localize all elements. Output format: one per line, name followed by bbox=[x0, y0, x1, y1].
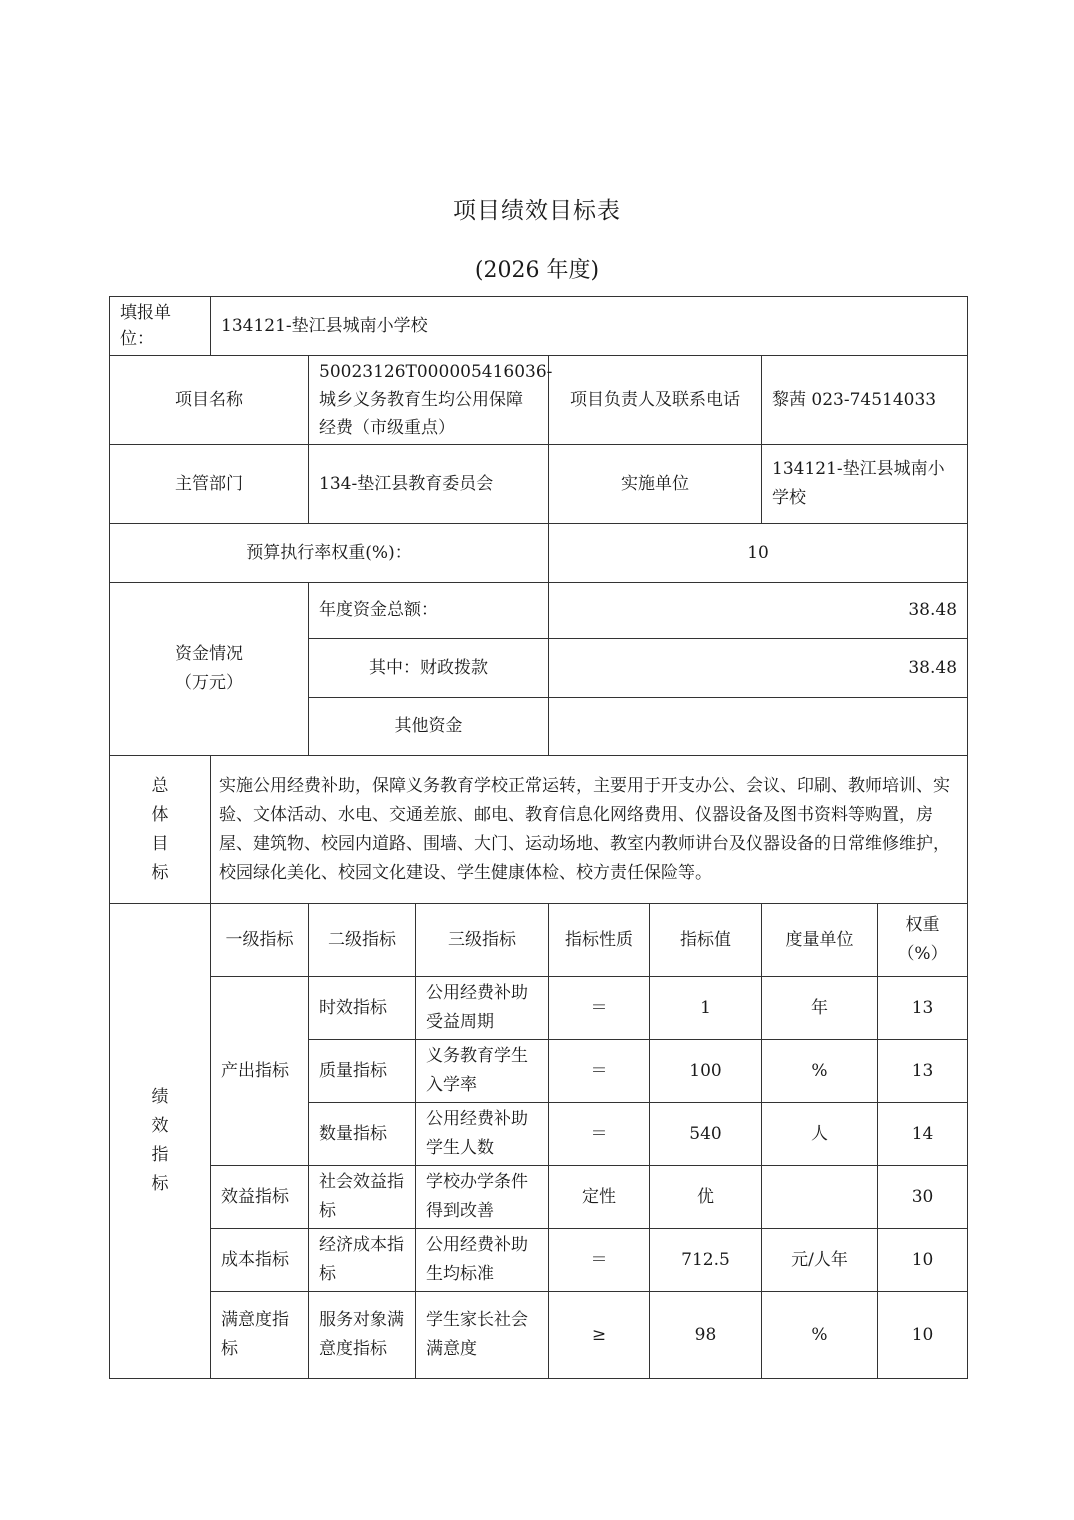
table-row bbox=[110, 1229, 968, 1292]
table-row bbox=[110, 1292, 968, 1379]
department-label: 主管部门 bbox=[110, 445, 309, 524]
column-header: 二级指标 bbox=[309, 904, 416, 977]
level2-cell: 社会效益指标 bbox=[309, 1166, 416, 1229]
column-header: 指标性质 bbox=[549, 904, 650, 977]
level3-cell: 学校办学条件得到改善 bbox=[416, 1166, 549, 1229]
funds-other-label: 其他资金 bbox=[309, 698, 549, 756]
funds-label-line2: （万元） bbox=[175, 673, 243, 693]
budget-weight-value: 10 bbox=[549, 524, 968, 583]
level3-cell: 学生家长社会满意度 bbox=[416, 1292, 549, 1379]
weight-cell: 10 bbox=[878, 1229, 968, 1292]
overall-goal-char: 体 bbox=[151, 804, 169, 825]
nature-cell: 定性 bbox=[549, 1166, 650, 1229]
department-row bbox=[110, 445, 968, 524]
level1-cell: 产出指标 bbox=[211, 977, 309, 1166]
level1-cell: 成本指标 bbox=[211, 1229, 309, 1292]
level2-cell: 数量指标 bbox=[309, 1103, 416, 1166]
overall-goal-char: 标 bbox=[151, 862, 169, 883]
level1-cell: 效益指标 bbox=[211, 1166, 309, 1229]
indicators-header-row bbox=[110, 904, 968, 977]
reporting-unit-label: 填报单位： bbox=[110, 297, 211, 356]
level3-cell: 公用经费补助学生人数 bbox=[416, 1103, 549, 1166]
column-header: 度量单位 bbox=[762, 904, 878, 977]
unit-cell: % bbox=[762, 1040, 878, 1103]
funds-total-value: 38.48 bbox=[549, 583, 968, 639]
indicators-char: 指 bbox=[151, 1145, 169, 1165]
nature-cell: ＝ bbox=[549, 1229, 650, 1292]
nature-cell: ＝ bbox=[549, 977, 650, 1040]
indicators-label bbox=[110, 904, 211, 1379]
unit-cell: % bbox=[762, 1292, 878, 1379]
level2-cell: 质量指标 bbox=[309, 1040, 416, 1103]
weight-cell: 13 bbox=[878, 977, 968, 1040]
funds-label-line1: 资金情况 bbox=[175, 644, 243, 664]
column-header: 三级指标 bbox=[416, 904, 549, 977]
value-cell: 1 bbox=[650, 977, 762, 1040]
project-name-row bbox=[110, 356, 968, 445]
weight-cell: 13 bbox=[878, 1040, 968, 1103]
weight-cell: 14 bbox=[878, 1103, 968, 1166]
funds-fiscal-value: 38.48 bbox=[549, 639, 968, 698]
nature-cell: ≥ bbox=[549, 1292, 650, 1379]
indicators-char: 标 bbox=[151, 1174, 169, 1194]
budget-weight-label: 预算执行率权重(%)： bbox=[110, 524, 549, 583]
budget-weight-row bbox=[110, 524, 968, 583]
indicators-char: 绩 bbox=[151, 1087, 169, 1107]
funds-fiscal-label: 其中：财政拨款 bbox=[309, 639, 549, 698]
overall-goal-label bbox=[110, 756, 211, 904]
column-header: 权重（%） bbox=[878, 904, 968, 977]
performance-table bbox=[109, 296, 968, 1379]
nature-cell: ＝ bbox=[549, 1040, 650, 1103]
overall-goal-char: 目 bbox=[151, 833, 169, 854]
level3-cell: 义务教育学生入学率 bbox=[416, 1040, 549, 1103]
level3-cell: 公用经费补助生均标准 bbox=[416, 1229, 549, 1292]
contact-label: 项目负责人及联系电话 bbox=[549, 356, 762, 445]
column-header: 指标值 bbox=[650, 904, 762, 977]
overall-goal-text: 实施公用经费补助，保障义务教育学校正常运转，主要用于开支办公、会议、印刷、教师培训、实验、文体活动、水电、交通差旅、邮电、教育信息化网络费用、仪器设备及图书资料等购置，房屋、建筑物、校园内道路、围墙、大门、运动场地、教室内教师讲台及仪器设备的日常维修维护，校园绿化美化、校园文化建设、学生健康体检、校方责任保险等。 bbox=[211, 756, 968, 904]
unit-cell: 元/人年 bbox=[762, 1229, 878, 1292]
weight-cell: 30 bbox=[878, 1166, 968, 1229]
value-cell: 98 bbox=[650, 1292, 762, 1379]
value-cell: 优 bbox=[650, 1166, 762, 1229]
level1-cell: 满意度指标 bbox=[211, 1292, 309, 1379]
unit-cell bbox=[762, 1166, 878, 1229]
document-title: 项目绩效目标表 bbox=[453, 198, 621, 224]
funds-other-value bbox=[549, 698, 968, 756]
funds-label bbox=[110, 583, 309, 756]
table-row bbox=[110, 1166, 968, 1229]
project-name-label: 项目名称 bbox=[110, 356, 309, 445]
nature-cell: ＝ bbox=[549, 1103, 650, 1166]
overall-goal-char: 总 bbox=[151, 775, 169, 796]
funds-total-label: 年度资金总额： bbox=[309, 583, 549, 639]
unit-cell: 年 bbox=[762, 977, 878, 1040]
value-cell: 712.5 bbox=[650, 1229, 762, 1292]
column-header: 一级指标 bbox=[211, 904, 309, 977]
overall-goal-row bbox=[110, 756, 968, 904]
table-row bbox=[110, 977, 968, 1040]
funds-row bbox=[110, 583, 968, 639]
level2-cell: 经济成本指标 bbox=[309, 1229, 416, 1292]
project-name-value: 50023126T000005416036-城乡义务教育生均公用保障经费（市级重点） bbox=[309, 356, 549, 445]
indicators-char: 效 bbox=[151, 1116, 169, 1136]
implementer-value: 134121-垫江县城南小学校 bbox=[762, 445, 968, 524]
level3-cell: 公用经费补助受益周期 bbox=[416, 977, 549, 1040]
department-value: 134-垫江县教育委员会 bbox=[309, 445, 549, 524]
level2-cell: 服务对象满意度指标 bbox=[309, 1292, 416, 1379]
contact-value: 黎茜 023-74514033 bbox=[762, 356, 968, 445]
reporting-unit-row bbox=[110, 297, 968, 356]
document-subtitle: (2026 年度) bbox=[474, 258, 600, 283]
value-cell: 100 bbox=[650, 1040, 762, 1103]
level2-cell: 时效指标 bbox=[309, 977, 416, 1040]
value-cell: 540 bbox=[650, 1103, 762, 1166]
reporting-unit-value: 134121-垫江县城南小学校 bbox=[211, 297, 968, 356]
implementer-label: 实施单位 bbox=[549, 445, 762, 524]
unit-cell: 人 bbox=[762, 1103, 878, 1166]
weight-cell: 10 bbox=[878, 1292, 968, 1379]
